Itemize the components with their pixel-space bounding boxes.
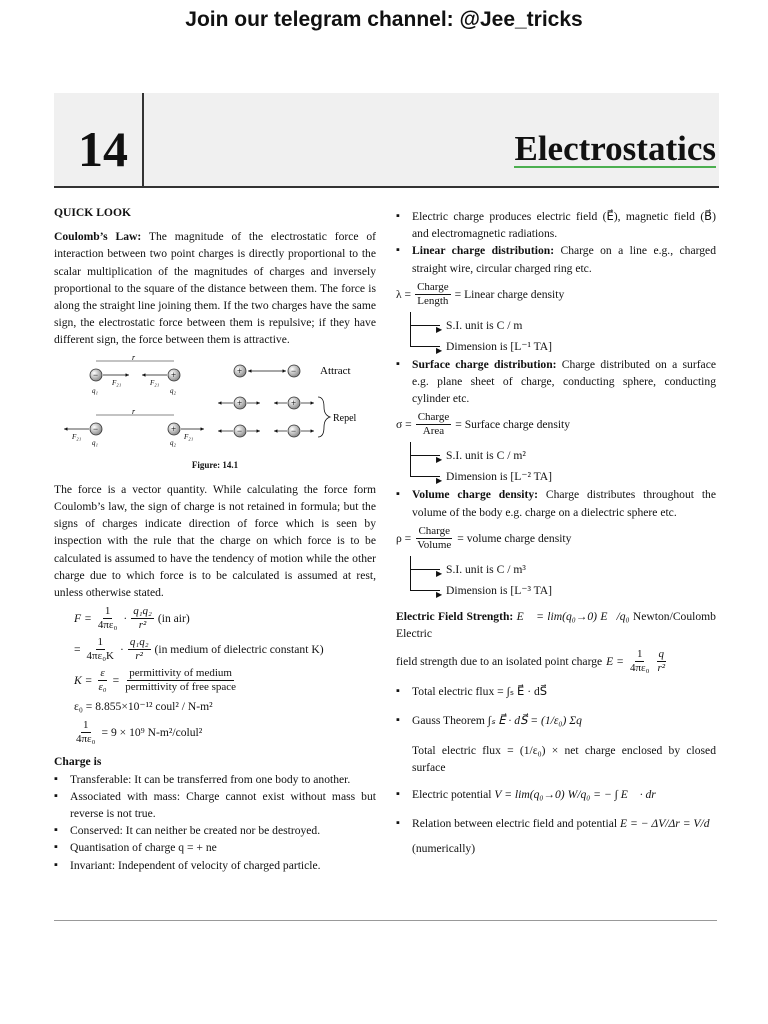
quick-look-heading: QUICK LOOK	[54, 206, 131, 219]
list-item: ▪ Electric potential V = lim(q₀→0) W/q₀ = − ∫ E⃗ · dr⃗	[396, 786, 716, 803]
q1-label: q₁	[92, 386, 98, 395]
linear-units-bracket: ▶ ▶ S.I. unit is C / m Dimension is [L⁻¹ TA]	[410, 312, 650, 356]
plus-sign: +	[171, 369, 177, 380]
total-flux-text: Total electric flux = (1/ε₀) × net charge enclosed by closed surface	[412, 743, 716, 774]
si-unit: S.I. unit is C / m	[446, 318, 523, 332]
f21-label: F₂₁	[150, 378, 160, 387]
figure-14-1	[54, 355, 376, 459]
linear-density-equation: λ = $\frac{\text{Charge}}{\text{Length}}$ = Linear charge density	[396, 280, 565, 307]
chapter-separator	[142, 93, 144, 186]
coulomb-heading: Coulomb’s Law:	[54, 230, 142, 244]
minus-sign: −	[93, 369, 99, 380]
svg-text:−: −	[291, 425, 297, 436]
list-item: ▪ Invariant: Independent of velocity of charged particle.	[54, 857, 376, 874]
q2-label: q₂	[170, 438, 176, 447]
list-item: ▪ Transferable: It can be transferred from one body to another.	[54, 771, 376, 788]
list-item: ▪ Relation between electric field and potential E = − ΔV/Δr = V/d	[396, 815, 716, 832]
f21-label: F₂₁	[72, 432, 82, 441]
q2-label: q₂	[170, 386, 176, 395]
figure-caption: Figure: 14.1	[191, 459, 239, 470]
surface-density-equation: σ = $\frac{\text{Charge}}{\text{Area}}$ = Surface charge density	[396, 411, 571, 438]
r-label: r	[132, 406, 136, 416]
svg-text:−: −	[291, 365, 297, 376]
point-charge-field: field strength due to an isolated point charge E = $\frac{1}{\text{4πε₀}}$ $\frac{q}{\text{r²}}$	[396, 648, 666, 675]
dimension: Dimension is [L⁻² TA]	[446, 470, 553, 484]
plus-sign: +	[171, 423, 177, 434]
list-item: ▪ Surface charge distribution: Charge distributed on a surface e.g. plane sheet of charge, conducting sphere, conducting cylinder etc.	[396, 356, 716, 408]
list-item: ▪ Electric charge produces electric field (E⃗), magnetic field (B⃗) and electromagnetic radiations.	[396, 208, 716, 242]
coulomb-equation-air: F = $\frac{1}{\text{4πε₀}}$ · $\frac{\text{q₁q₂}}{\text{r²}}$ (in air)	[74, 605, 190, 632]
repel-brace	[318, 397, 330, 437]
list-item: ▪ Quantisation of charge q = + ne	[54, 839, 376, 856]
epsilon-value: ε₀ = 8.855×10⁻¹² coul² / N-m²	[74, 700, 213, 714]
electric-field-strength: Electric Field Strength: E⃗ = lim(q₀→0) E⃗/q₀ Newton/Coulomb Electric	[396, 609, 716, 641]
repel-label: Repel	[333, 412, 357, 424]
dielectric-constant-equation: K = $\frac{\varepsilon}{\text{ε₀}}$ = $\frac{\text{permittivity of medium}}{\text{permittivity of free space}}$	[74, 667, 237, 694]
telegram-banner: Join our telegram channel: @Jee_tricks	[185, 8, 583, 31]
r-label: r	[132, 354, 136, 362]
surface-units-bracket: ▶ ▶ S.I. unit is C / m² Dimension is [L⁻² TA]	[410, 442, 650, 486]
svg-text:+: +	[237, 365, 243, 376]
svg-text:−: −	[237, 425, 243, 436]
left-column	[54, 204, 376, 874]
si-unit: S.I. unit is C / m³	[446, 562, 526, 576]
coulomb-body: The magnitude of the electrostatic force of interaction between two point charges is directly proportional to the scalar multiplication of the magnitudes of charges and inversely proportional to the square of the distance between them. The force is along the straight line joining them. If the two charges have the same sign, the electrostatic force between them is repulsive; if they have different sign, the force between them is attractive.	[54, 230, 376, 347]
svg-text:+: +	[291, 397, 297, 408]
chapter-rule	[54, 186, 719, 188]
charge-properties-list	[54, 771, 376, 874]
volume-density-equation: ρ = $\frac{\text{Charge}}{\text{Volume}}$ = volume charge density	[396, 524, 572, 551]
list-item: ▪ Associated with mass: Charge cannot exist without mass but reverse is not true.	[54, 788, 376, 822]
dimension: Dimension is [L⁻¹ TA]	[446, 339, 553, 353]
attract-label: Attract	[320, 364, 351, 377]
right-column	[396, 208, 716, 858]
svg-text:+: +	[237, 397, 243, 408]
coulomb-constant: $\frac{1}{\text{4πε₀}}$ = 9 × 10⁹ N-m²/colul²	[76, 719, 203, 746]
list-item: ▪ Volume charge density: Charge distributes throughout the volume of the body e.g. charge on a dielectric sphere etc.	[396, 486, 716, 520]
minus-sign: −	[93, 423, 99, 434]
f21-label: F₂₁	[112, 378, 122, 387]
list-item: ▪ Gauss Theorem ∫ₛ E⃗ · dS⃗ = (1/ε₀) Σq	[396, 712, 716, 729]
q1-label: q₁	[92, 438, 98, 447]
chapter-number: 14	[78, 121, 128, 177]
coulomb-figure	[54, 355, 376, 459]
coulomb-equation-medium: = $\frac{1}{\text{4πε₀K}}$ · $\frac{\text{q₁q₂}}{\text{r²}}$ (in medium of dielectric constant K)	[74, 636, 324, 663]
list-item: ▪ Total electric flux = ∫ₛ E⃗ · dS⃗	[396, 683, 716, 700]
relation-note: (numerically)	[412, 842, 476, 856]
force-paragraph: The force is a vector quantity. While calculating the force form Coulomb’s law, the sign of charge is not retained in formula; but the signs of charges indicate direction of force which is seen by inspection with the rule that the charge on which force is to be calculated is assumed to have the tendency of motion while the other charge due to which force is to be calculated is assumed at rest, unless otherwise stated.	[54, 482, 376, 600]
chapter-title: Electrostatics	[514, 129, 716, 168]
bottom-rule	[54, 920, 717, 921]
si-unit: S.I. unit is C / m²	[446, 449, 526, 463]
volume-units-bracket: ▶ ▶ S.I. unit is C / m³ Dimension is [L⁻³ TA]	[410, 556, 650, 600]
charge-heading: Charge is	[54, 755, 102, 769]
f21-label: F₂₁	[184, 432, 194, 441]
list-item: ▪ Conserved: It can neither be created nor be destroyed.	[54, 822, 376, 839]
dimension: Dimension is [L⁻³ TA]	[446, 583, 553, 597]
list-item: ▪ Linear charge distribution: Charge on a line e.g., charged straight wire, circular charged ring etc.	[396, 242, 716, 276]
coulomb-paragraph	[54, 228, 376, 348]
